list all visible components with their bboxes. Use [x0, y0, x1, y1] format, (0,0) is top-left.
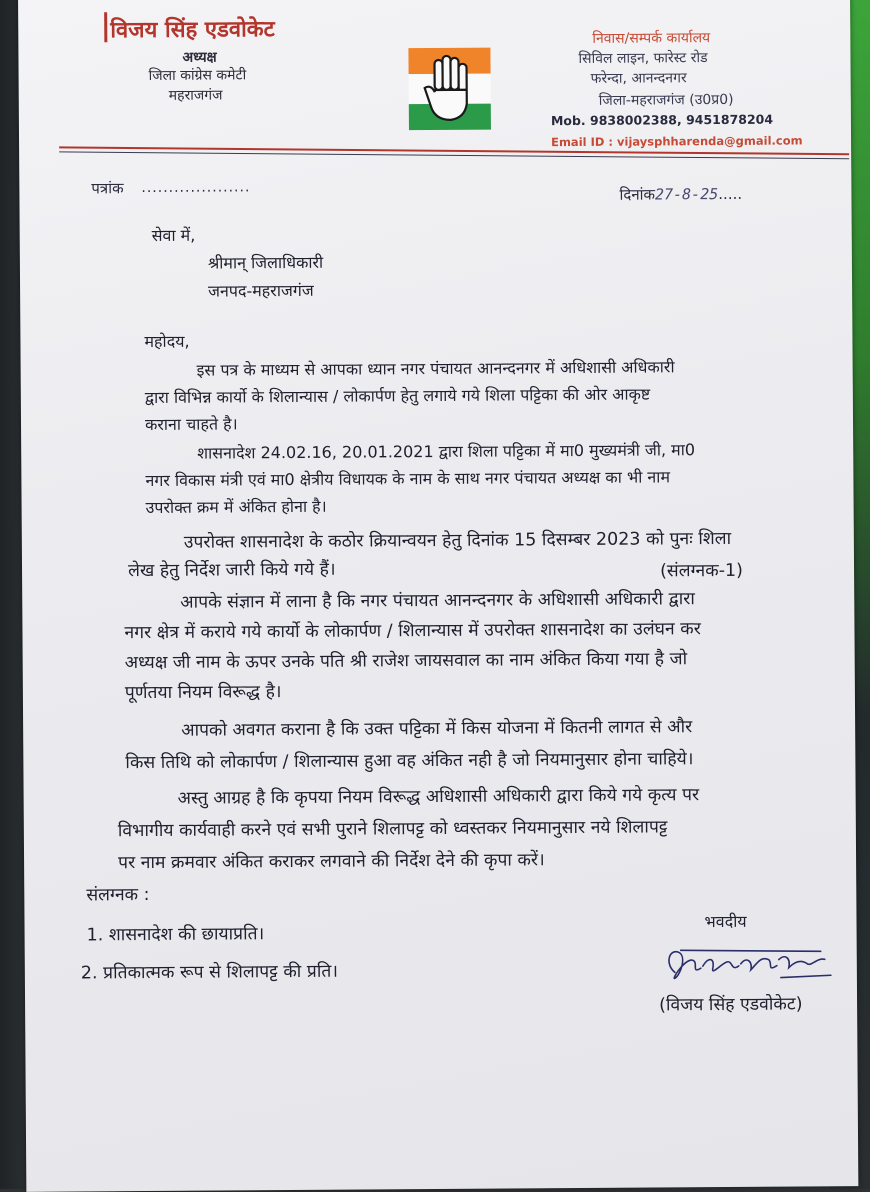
- para1-line3: कराना चाहते है।: [144, 414, 238, 435]
- greeting: महोदय,: [144, 331, 190, 352]
- recipient-district: जनपद-महराजगंज: [208, 280, 314, 301]
- para4-line1: आपके संज्ञान में लाना है कि नगर पंचायत आनन्दनगर के अधिशासी अधिकारी द्वारा: [180, 589, 695, 613]
- address-line-2: फरेन्दा, आनन्दनगर: [590, 70, 687, 87]
- sender-name: (विजय सिंह एडवोकेट): [659, 994, 803, 1016]
- header-accent-bar: [104, 12, 107, 42]
- address-line-3: जिला-महराजगंज (उ0प्र0): [598, 91, 734, 109]
- para4-line3: अध्यक्ष जी नाम के ऊपर उनके पति श्री राजेश जायसवाल का नाम अंकित किया गया है जो: [124, 649, 688, 674]
- date-dots: .....: [718, 184, 743, 204]
- date-label: दिनांक: [619, 185, 656, 204]
- letterhead-city: महराजगंज: [168, 87, 223, 104]
- hand-icon: [420, 54, 479, 126]
- reference-label: पत्रांक: [91, 179, 124, 198]
- para5-line1: आपको अवगत कराना है कि उक्त पट्टिका में किस योजना में कितनी लागत से और: [181, 717, 693, 741]
- para4-line4: पूर्णतया नियम विरूद्ध है।: [124, 682, 282, 704]
- reference-dots: ....................: [141, 179, 251, 197]
- enclosures-heading: संलग्नक :: [86, 885, 150, 906]
- para2-line2: नगर विकास मंत्री एवं मा0 क्षेत्रीय विधायक के नाम के साथ नगर पंचायत अध्यक्ष का भी नाम: [145, 467, 671, 491]
- para5-line2: किस तिथि को लोकार्पण / शिलान्यास हुआ वह अंकित नही है जो नियमानुसार होना चाहिये।: [125, 749, 694, 774]
- para6-line2: विभागीय कार्यवाही करने एवं सभी पुराने शिलापट्ट को ध्वस्तकर नियमानुसार नये शिलापट्ट: [117, 817, 668, 842]
- para2-line1: शासनादेश 24.02.16, 20.01.2021 द्वारा शिला पट्टिका में मा0 मुख्यमंत्री जी, मा0: [197, 440, 696, 463]
- signature-image: [661, 937, 841, 988]
- letter-page: [18, 0, 858, 1192]
- para4-line2: नगर क्षेत्र में कराये गये कार्यो के लोकार्पण / शिलान्यास में उपरोक्त शासनादेश का उलंघन कर: [124, 619, 701, 644]
- enclosure-item-1: 1. शासनादेश की छायाप्रति।: [86, 924, 265, 946]
- party-logo: [408, 48, 491, 131]
- office-title: निवास/सम्पर्क कार्यालय: [592, 30, 711, 47]
- letterhead-organization: जिला कांग्रेस कमेटी: [148, 67, 247, 84]
- para2-line3: उपरोक्त क्रम में अंकित होना है।: [145, 496, 327, 518]
- yours-faithfully: भवदीय: [704, 911, 747, 932]
- signature-icon: [661, 937, 841, 988]
- mobile-numbers: Mob. 9838002388, 9451878204: [550, 111, 774, 129]
- annexure-ref: (संलग्नक-1): [659, 560, 744, 582]
- date-line: [619, 184, 742, 205]
- letterhead-role: अध्यक्ष: [182, 49, 217, 66]
- salutation-to: सेवा में,: [151, 225, 196, 245]
- letterhead-name: विजय सिंह एडवोकेट: [110, 17, 275, 44]
- email-address: Email ID : vijaysphharenda@gmail.com: [551, 133, 803, 150]
- para3-line1: उपरोक्त शासनादेश के कठोर क्रियान्वयन हेतु दिनांक 15 दिसम्बर 2023 को पुनः शिला: [183, 528, 732, 553]
- para1-line2: द्वारा विभिन्न कार्यो के शिलान्यास / लोकार्पण हेतु लगाये गये शिला पट्टिका की ओर आकृष्ट: [144, 384, 651, 408]
- address-line-1: सिविल लाइन, फारेस्ट रोड: [578, 50, 708, 67]
- para3-line2: लेख हेतु निर्देश जारी किये गये हैं।: [127, 559, 336, 582]
- para1-line1: इस पत्र के माध्यम से आपका ध्यान नगर पंचायत आनन्दनगर में अधिशासी अधिकारी: [196, 357, 675, 380]
- para6-line3: पर नाम क्रमवार अंकित कराकर लगवाने की निर्देश देने की कृपा करें।: [118, 850, 545, 874]
- recipient-name: श्रीमान् जिलाधिकारी: [207, 252, 324, 273]
- enclosure-item-2: 2. प्रतिकात्मक रूप से शिलापट्ट की प्रति।: [80, 961, 339, 984]
- para6-line1: अस्तु आग्रह है कि कृपया नियम विरूद्ध अधिशासी अधिकारी द्वारा किये गये कृत्य पर: [177, 785, 700, 809]
- date-value: 27-8-25: [654, 185, 719, 204]
